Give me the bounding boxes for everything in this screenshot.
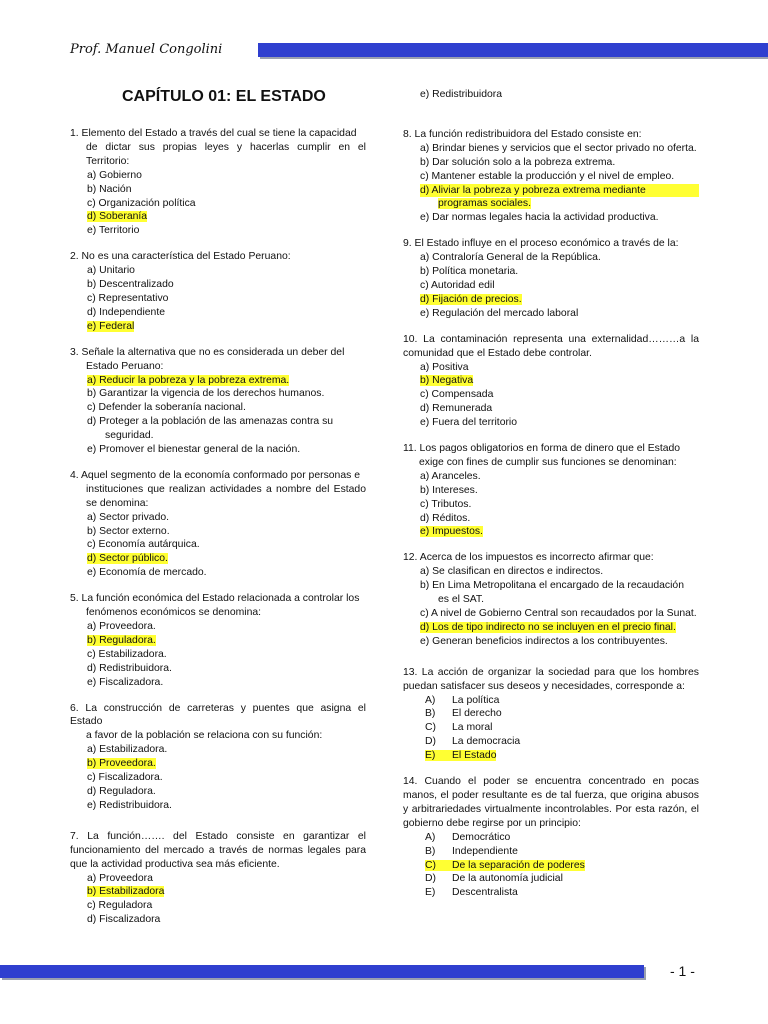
- question-stem: 7. La función……. del Estado consiste en garantizar el funcionamiento del mercado a través de normas legales para que la actividad productiva sea más eficiente.: [70, 830, 366, 870]
- option-c[interactable]: c) Economía autárquica.: [87, 539, 200, 551]
- option-d[interactable]: d) Proteger a la población de las amenazas contra su seguridad.: [87, 416, 334, 442]
- question-7: [70, 830, 366, 927]
- option-d[interactable]: d) Réditos.: [420, 512, 471, 524]
- option-b-answer[interactable]: b) Proveedora.: [87, 758, 156, 770]
- question-stem: 4. Aquel segmento de la economía conformado por personas e instituciones que realizan actividades a nombre del Estado se denomina:: [70, 469, 366, 509]
- question-5: [70, 592, 366, 689]
- option-e-answer[interactable]: e) Impuestos.: [420, 526, 483, 538]
- question-7-continued: [403, 88, 699, 102]
- option-b[interactable]: b) Descentralizado: [87, 279, 174, 291]
- option-a[interactable]: A) Democrático: [425, 831, 511, 843]
- option-a[interactable]: a) Se clasifican en directos e indirectos.: [420, 566, 604, 578]
- option-c[interactable]: c) A nivel de Gobierno Central son recaudados por la Sunat.: [420, 608, 697, 619]
- option-e[interactable]: e) Redistribuidora: [420, 89, 503, 100]
- option-e[interactable]: e) Territorio: [87, 225, 140, 237]
- option-d[interactable]: d) Reguladora.: [87, 785, 156, 797]
- question-stem: 1. Elemento del Estado a través del cual se tiene la capacidad de dictar sus propias leyes y hacerlas cumplir en el Territorio:: [70, 128, 366, 167]
- option-a[interactable]: a) Gobierno: [87, 169, 142, 181]
- option-e[interactable]: e) Fiscalizadora.: [87, 676, 164, 688]
- option-e[interactable]: e) Economía de mercado.: [87, 567, 207, 579]
- option-b[interactable]: b) Política monetaria.: [420, 266, 519, 278]
- question-stem: 14. Cuando el poder se encuentra concentrado en pocas manos, el poder resultante es de tal fuerza, que origina abusos y arbitrariedades virtualmente incontrolables. Por esta razón, el gobierno debe regirse por un principio:: [403, 776, 699, 829]
- author-name: Prof. Manuel Congolini: [70, 42, 223, 57]
- option-d[interactable]: d) Fiscalizadora: [87, 914, 161, 926]
- option-b[interactable]: b) En Lima Metropolitana el encargado de la recaudación es el SAT.: [420, 580, 684, 606]
- question-stem: 13. La acción de organizar la sociedad para que los hombres puedan satisfacer sus deseos y necesidades, corresponde a:: [403, 666, 699, 692]
- option-a[interactable]: a) Unitario: [87, 265, 135, 277]
- footer-bar: [0, 965, 644, 978]
- option-b-answer[interactable]: b) Negativa: [420, 375, 474, 387]
- option-b[interactable]: b) Garantizar la vigencia de los derechos humanos.: [87, 388, 325, 400]
- option-c[interactable]: c) Autoridad edil: [420, 279, 495, 291]
- option-b-answer[interactable]: b) Estabilizadora: [87, 886, 165, 898]
- option-c[interactable]: c) Mantener estable la producción y el nivel de empleo.: [420, 170, 675, 182]
- option-a[interactable]: a) Sector privado.: [87, 511, 170, 523]
- question-stem: 10. La contaminación representa una externalidad………a la comunidad que el Estado debe controlar.: [403, 333, 699, 359]
- option-b-answer[interactable]: b) Reguladora.: [87, 634, 156, 646]
- right-column: [403, 88, 699, 912]
- option-e[interactable]: e) Dar normas legales hacia la actividad productiva.: [420, 212, 659, 224]
- option-d[interactable]: d) Independiente: [87, 306, 165, 318]
- option-b[interactable]: B) El derecho: [425, 708, 502, 720]
- question-stem: 6. La construcción de carreteras y puentes que asigna el Estado a favor de la población se relaciona con su función:: [70, 702, 366, 742]
- option-d[interactable]: d) Remunerada: [420, 403, 493, 415]
- option-c[interactable]: c) Reguladora: [87, 900, 153, 912]
- option-a[interactable]: a) Aranceles.: [420, 470, 481, 482]
- option-d-answer[interactable]: d) Fijación de precios.: [420, 293, 522, 305]
- option-c[interactable]: C) La moral: [425, 722, 493, 734]
- option-e-answer[interactable]: e) Federal: [87, 320, 135, 332]
- option-b[interactable]: B) Independiente: [425, 845, 518, 857]
- option-a[interactable]: a) Contraloría General de la República.: [420, 252, 601, 264]
- option-d-answer[interactable]: d) Aliviar la pobreza y pobreza extrema mediante programas sociales.: [403, 184, 699, 212]
- option-a[interactable]: a) Positiva: [420, 361, 469, 373]
- option-d[interactable]: D) La democracia: [425, 736, 521, 748]
- option-d[interactable]: D) De la autonomía judicial: [425, 873, 563, 885]
- option-e-answer[interactable]: E) El Estado: [425, 750, 497, 762]
- option-a[interactable]: a) Proveedora: [87, 872, 153, 884]
- question-stem: 12. Acerca de los impuestos es incorrecto afirmar que:: [403, 552, 654, 564]
- option-b[interactable]: b) Dar solución solo a la pobreza extrema.: [420, 156, 616, 168]
- option-a[interactable]: A) La política: [425, 694, 500, 706]
- option-e[interactable]: E) Descentralista: [425, 887, 518, 899]
- option-d-answer[interactable]: d) Soberanía: [87, 211, 148, 223]
- question-2: [70, 250, 366, 333]
- question-1: [70, 127, 366, 238]
- option-d-answer[interactable]: d) Los de tipo indirecto no se incluyen en el precio final.: [420, 621, 676, 633]
- option-e[interactable]: e) Redistribuidora.: [87, 799, 172, 811]
- header-bar: [258, 43, 768, 57]
- option-d[interactable]: d) Redistribuidora.: [87, 662, 172, 674]
- question-stem: 2. No es una característica del Estado Peruano:: [70, 251, 291, 263]
- question-12: [403, 551, 699, 648]
- question-8: [403, 128, 699, 225]
- option-c[interactable]: c) Fiscalizadora.: [87, 772, 163, 784]
- option-d-answer[interactable]: d) Sector público.: [87, 553, 168, 565]
- option-b[interactable]: b) Intereses.: [420, 484, 478, 496]
- question-stem: 5. La función económica del Estado relacionada a controlar los fenómenos económicos se denomina:: [70, 593, 360, 619]
- left-column: [70, 127, 366, 939]
- question-13: [403, 666, 699, 763]
- option-c[interactable]: c) Compensada: [420, 389, 494, 401]
- option-a[interactable]: a) Proveedora.: [87, 621, 156, 632]
- option-c[interactable]: c) Estabilizadora.: [87, 648, 167, 660]
- question-11: [403, 442, 699, 539]
- option-b[interactable]: b) Nación: [87, 183, 132, 195]
- option-c[interactable]: c) Defender la soberanía nacional.: [87, 402, 246, 414]
- page-number: - 1 -: [670, 963, 695, 979]
- question-4: [70, 469, 366, 580]
- option-e[interactable]: e) Regulación del mercado laboral: [420, 307, 579, 319]
- option-e[interactable]: e) Promover el bienestar general de la nación.: [87, 444, 301, 456]
- option-c[interactable]: c) Organización política: [87, 197, 196, 209]
- question-stem: 11. Los pagos obligatorios en forma de dinero que el Estado exige con fines de cumplir sus funciones se denominan:: [403, 443, 681, 468]
- question-stem: 9. El Estado influye en el proceso económico a través de la:: [403, 238, 679, 250]
- question-10: [403, 333, 699, 430]
- question-3: [70, 346, 366, 457]
- question-stem: 3. Señale la alternativa que no es considerada un deber del Estado Peruano:: [70, 346, 345, 372]
- question-stem: 8. La función redistribuidora del Estado consiste en:: [403, 128, 642, 140]
- option-a[interactable]: a) Estabilizadora.: [87, 744, 168, 756]
- option-c-answer[interactable]: C) De la separación de poderes: [425, 859, 585, 871]
- option-b[interactable]: b) Sector externo.: [87, 525, 170, 537]
- question-14: [403, 775, 699, 900]
- page-title: CAPÍTULO 01: EL ESTADO: [122, 88, 326, 105]
- option-a-answer[interactable]: a) Reducir la pobreza y la pobreza extrema.: [87, 374, 290, 386]
- option-c[interactable]: c) Representativo: [87, 292, 169, 304]
- option-e[interactable]: e) Fuera del territorio: [420, 417, 518, 429]
- option-e[interactable]: e) Generan beneficios indirectos a los contribuyentes.: [420, 635, 668, 647]
- option-c[interactable]: c) Tributos.: [420, 498, 472, 510]
- question-6: [70, 702, 366, 813]
- question-9: [403, 237, 699, 320]
- option-a[interactable]: a) Brindar bienes y servicios que el sector privado no oferta.: [420, 142, 697, 154]
